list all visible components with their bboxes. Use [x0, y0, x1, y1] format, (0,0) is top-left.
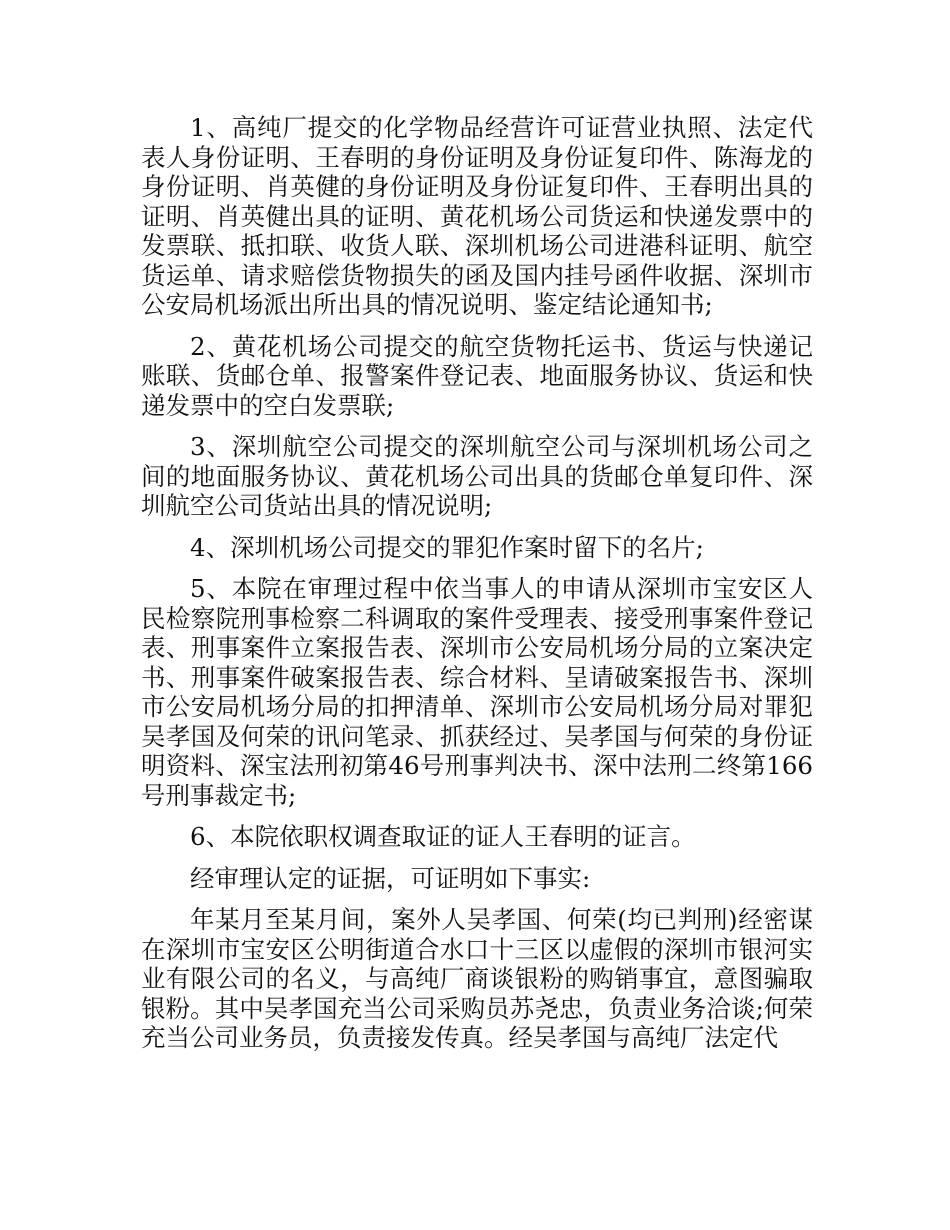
paragraph-evidence-5: 5、本院在审理过程中依当事人的申请从深圳市宝安区人民检察院刑事检察二科调取的案件受理表、接受刑事案件登记表、刑事案件立案报告表、深圳市公安局机场分局的立案决定书、刑事案件破案报告表、综合材料、呈请破案报告书、深圳市公安局机场分局的扣押清单、深圳市公安局机场分局对罪犯吴孝国及何荣的讯问笔录、抓获经过、吴孝国与何荣的身份证明资料、深宝法刑初第46号刑事判决书、深中法刑二终第166号刑事裁定书;	[141, 574, 813, 810]
paragraph-evidence-3: 3、深圳航空公司提交的深圳航空公司与深圳机场公司之间的地面服务协议、黄花机场公司出具的货邮仓单复印件、深圳航空公司货站出具的情况说明;	[141, 432, 813, 520]
paragraph-evidence-6: 6、本院依职权调查取证的证人王春明的证言。	[190, 822, 696, 851]
document-page	[141, 113, 813, 1065]
paragraph-findings-intro: 经审理认定的证据，可证明如下事实:	[190, 863, 591, 893]
paragraph-facts: 年某月至某月间，案外人吴孝国、何荣(均已判刑)经密谋在深圳市宝安区公明街道合水口十三区以虚假的深圳市银河实业有限公司的名义，与高纯厂商谈银粉的购销事宜，意图骗取银粉。其中吴孝国充当公司采购员苏尧忠，负责业务洽谈;何荣充当公司业务员，负责接发传真。经吴孝国与高纯厂法定代	[141, 905, 813, 1052]
paragraph-evidence-2: 2、黄花机场公司提交的航空货物托运书、货运与快递记账联、货邮仓单、报警案件登记表、地面服务协议、货运和快递发票中的空白发票联;	[141, 331, 813, 420]
paragraph-evidence-4: 4、深圳机场公司提交的罪犯作案时留下的名片;	[190, 532, 704, 562]
paragraph-evidence-1: 1、高纯厂提交的化学物品经营许可证营业执照、法定代表人身份证明、王春明的身份证明及身份证复印件、陈海龙的身份证明、肖英健的身份证明及身份证复印件、王春明出具的证明、肖英健出具的证明、黄花机场公司货运和快递发票中的发票联、抵扣联、收货人联、深圳机场公司进港科证明、航空货运单、请求赔偿货物损失的函及国内挂号函件收据、深圳市公安局机场派出所出具的情况说明、鉴定结论通知书;	[141, 113, 813, 319]
